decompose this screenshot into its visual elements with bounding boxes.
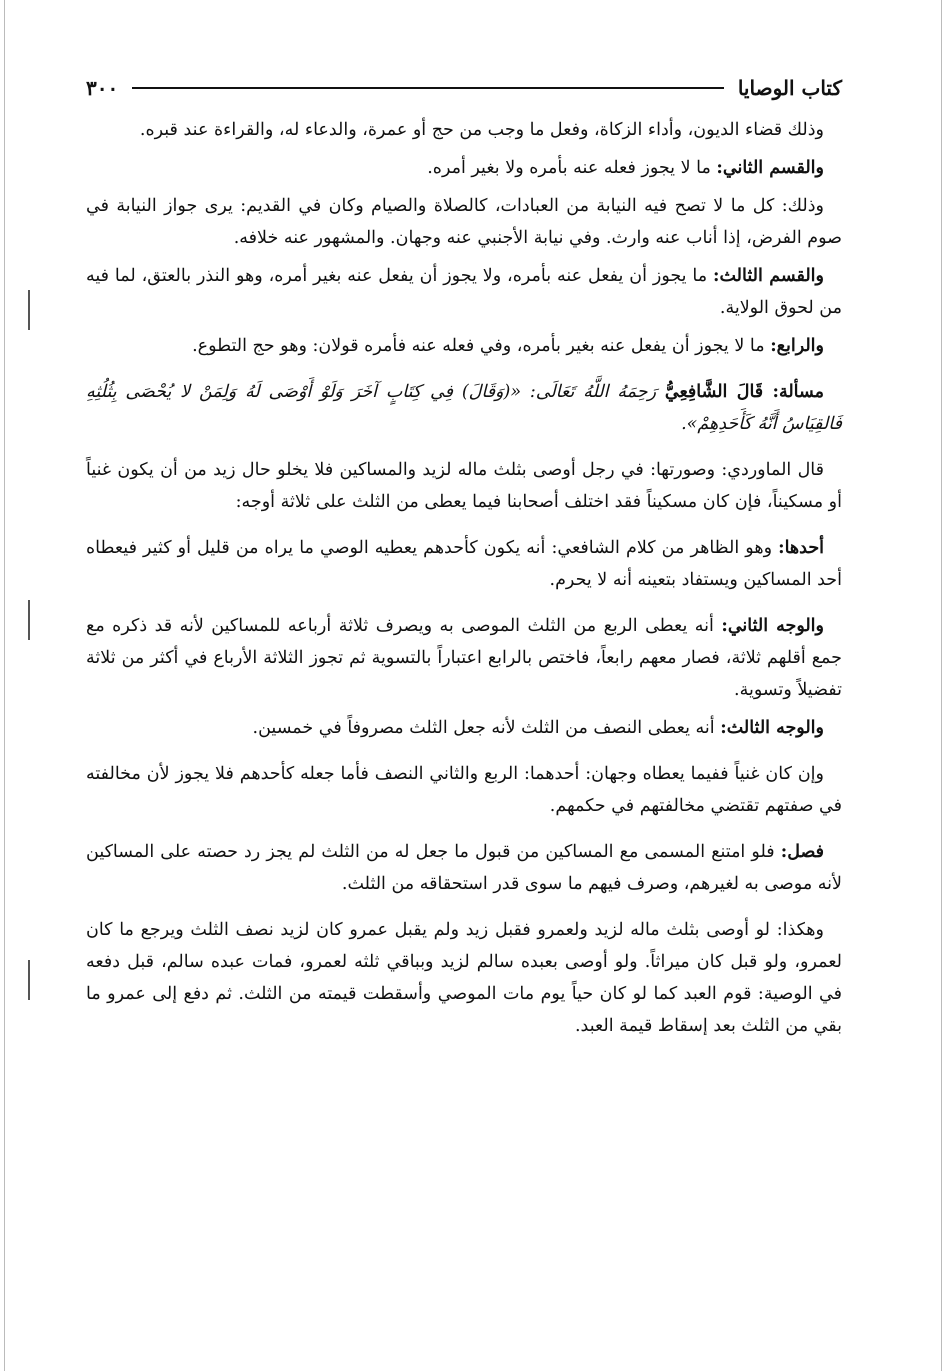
paragraph-text: وهكذا: لو أوصى بثلث ماله لزيد ولعمرو فقبل زيد ولم يقبل عمرو كان لزيد نصف الثلث ويرجع ما كان لعمرو، ولو قبل كان ميراثاً. ولو أوصى بعبده سالم لزيد وبباقي ثلثه لعمرو، فمات عبده سالم، قبل دفعه في الوصية: قوم العبد كما لو كان حياً يوم مات الموصي وأسقطت قيمته من الثلث. ثم دفع إلى عمرو ما بقي من الثلث بعد إسقاط قيمة العبد. <box>86 920 842 1036</box>
paragraph <box>86 152 842 184</box>
paragraph-text: وذلك قضاء الديون، وأداء الزكاة، وفعل ما وجب من حج أو عمرة، والدعاء له، والقراءة عند قبره. <box>139 120 824 140</box>
paragraph <box>86 330 842 362</box>
running-header <box>86 68 842 108</box>
margin-mark <box>28 600 30 640</box>
paragraph-text: ما لا يجوز فعله عنه بأمره ولا بغير أمره. <box>427 158 717 178</box>
margin-mark <box>28 960 30 1000</box>
page-edge-left <box>4 0 5 1371</box>
paragraph-lead: أحدها: <box>778 538 824 558</box>
header-rule <box>132 87 724 89</box>
paragraph-text: فلو امتنع المسمى مع المساكين من قبول ما جعل له من الثلث لم يجز رد حصته على المساكين لأنه موصى به لغيرهم، وصرف فيهم ما سوى قدر استحقاقه من الثلث. <box>86 842 842 894</box>
paragraph-lead: فصل: <box>780 842 824 862</box>
paragraph-text: رَحِمَهُ اللَّهُ تَعَالَى: «(وَقَالَ) فِي كِتَابٍ آخَرَ وَلَوْ أَوْصَى لَهُ وَلِمَنْ لا يُحْصَى بِثُلُثِهِ فَالقِيَاسُ أَنَّهُ كَأَحَدِهِمْ». <box>86 382 842 434</box>
paragraph-text: أنه يعطى الربع من الثلث الموصى به ويصرف ثلاثة أرباعه للمساكين لأنه قد ذكره مع جمع أقلهم ثلاثة، فصار معهم رابعاً، فاختص بالرابع اعتباراً بالتسوية ثم تجوز الثلاثة الأرباع في أكثر من ثلاثة تفضيلاً وتسوية. <box>86 616 842 700</box>
paragraph <box>86 532 842 596</box>
paragraph-text: وهو الظاهر من كلام الشافعي: أنه يكون كأحدهم يعطيه الوصي ما يراه من قليل أو كثير فيعطاه أحد المساكين ويستفاد بتعينه أنه لا يحرم. <box>86 538 842 590</box>
paragraph-text: أنه يعطى النصف من الثلث لأنه جعل الثلث مصروفاً في خمسين. <box>252 718 721 738</box>
book-page <box>86 68 842 1048</box>
paragraph-text: وذلك: كل ما لا تصح فيه النيابة من العبادات، كالصلاة والصيام وكان في القديم: يرى جواز النيابة في صوم الفرض، إذا أناب عنه وارث. وفي نيابة الأجنبي عنه وجهان. والمشهور عنه خلافه. <box>86 196 842 248</box>
paragraph <box>86 190 842 254</box>
paragraph-lead: والقسم الثالث: <box>713 266 824 286</box>
paragraph-text: ما لا يجوز أن يفعل عنه بغير بأمره، وفي فعله عنه فأمره قولان: وهو حج التطوع. <box>192 336 771 356</box>
paragraph-text: قال الماوردي: وصورتها: في رجل أوصى بثلث ماله لزيد والمساكين فلا يخلو حال زيد من أن يكون غنياً أو مسكيناً، فإن كان مسكيناً فقد اختلف أصحابنا فيما يعطى من الثلث على ثلاثة أوجه: <box>86 460 842 512</box>
fasl-paragraph <box>86 836 842 900</box>
paragraph-lead: مسألة: قَالَ الشَّافِعِيُّ <box>664 382 824 402</box>
paragraph <box>86 914 842 1042</box>
paragraph-text: وإن كان غنياً ففيما يعطاه وجهان: أحدهما: الربع والثاني النصف فأما جعله كأحدهم فلا يجوز لأن مخالفته في صفتهم تقتضي مخالفتهم في حكمهم. <box>86 764 842 816</box>
paragraph <box>86 610 842 706</box>
paragraph-lead: والرابع: <box>770 336 824 356</box>
page-number: ٣٠٠ <box>86 76 119 100</box>
paragraph <box>86 712 842 744</box>
paragraph <box>86 758 842 822</box>
paragraph-lead: والوجه الثالث: <box>720 718 824 738</box>
masala-paragraph <box>86 376 842 440</box>
paragraph-text: ما يجوز أن يفعل عنه بأمره، ولا يجوز أن يفعل عنه بغير أمره، وهو النذر بالعتق، لما فيه من لحوق الولاية. <box>86 266 842 318</box>
page-body <box>86 114 842 1042</box>
margin-mark <box>28 290 30 330</box>
paragraph-lead: والقسم الثاني: <box>716 158 824 178</box>
paragraph <box>86 454 842 518</box>
page-edge-right <box>941 0 942 1371</box>
paragraph <box>86 260 842 324</box>
book-title: كتاب الوصايا <box>737 76 842 100</box>
paragraph <box>86 114 842 146</box>
paragraph-lead: والوجه الثاني: <box>721 616 824 636</box>
